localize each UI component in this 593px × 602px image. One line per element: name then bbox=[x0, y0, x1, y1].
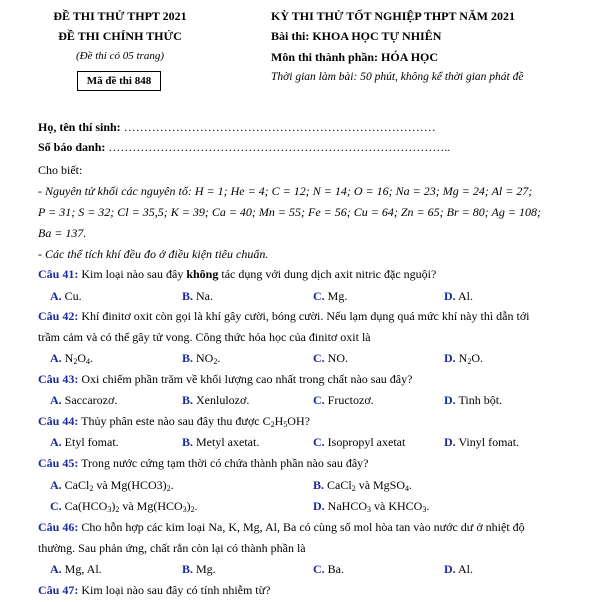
student-id-label: Số báo danh: bbox=[38, 140, 106, 154]
q41-option-c: C. Mg. bbox=[313, 289, 348, 303]
q45-option-a: A. CaCl$_2$ và $Mg(HCO3)_2$. bbox=[50, 478, 174, 493]
question-44 bbox=[38, 415, 310, 427]
question-42-line-2: trầm cảm và có thể gây tử vong. Công thức hóa học của đinitơ oxit là bbox=[38, 330, 371, 344]
exam-code-box: Mã đề thi 848 bbox=[77, 71, 161, 91]
subject-value: HÓA HỌC bbox=[381, 50, 439, 64]
question-46-number: Câu 46: bbox=[38, 520, 79, 534]
q44-option-a: A. Etyl fomat. bbox=[50, 435, 119, 449]
q43-option-c: C. Fructozơ. bbox=[313, 393, 374, 407]
right-exam-line bbox=[271, 30, 441, 42]
student-id-line bbox=[38, 141, 450, 153]
question-46-text-1: Cho hỗn hợp các kim loại Na, K, Mg, Al, Ba có cùng số mol hòa tan vào nước dư ở nhiệt độ bbox=[81, 520, 525, 534]
q43-option-b: B. Xenlulozơ. bbox=[182, 393, 250, 407]
right-subject-line bbox=[271, 51, 438, 63]
q44-option-b: B. Metyl axetat. bbox=[182, 435, 260, 449]
q46-option-c: C. Ba. bbox=[313, 562, 345, 576]
student-id-dots: ………………………………………………………………………….. bbox=[108, 140, 451, 154]
q42-option-a: A. $N_2O_4$. bbox=[50, 351, 94, 366]
exam-value: KHOA HỌC TỰ NHIÊN bbox=[312, 29, 442, 43]
question-43-number: Câu 43: bbox=[38, 372, 79, 386]
question-47-number: Câu 47: bbox=[38, 583, 79, 597]
question-42-line-1 bbox=[38, 310, 530, 322]
atomic-mass-line-3: Ba = 137. bbox=[38, 226, 87, 240]
q41-option-a: A. Cu. bbox=[50, 289, 82, 303]
q44-option-c: C. Isopropyl axetat bbox=[313, 435, 406, 449]
atomic-mass-line-2: P = 31; S = 32; Cl = 35,5; K = 39; Ca = 40; Mn = 55; Fe = 56; Cu = 64; Zn = 65; Br = 80; Ag = 108; bbox=[38, 205, 541, 219]
question-41 bbox=[38, 268, 436, 280]
question-41-text-b: tác dụng với dung dịch axit nitric đặc nguội? bbox=[221, 267, 437, 281]
q44-option-d: D. Vinyl fomat. bbox=[444, 435, 520, 449]
student-name-label: Họ, tên thí sinh: bbox=[38, 120, 121, 134]
q42-option-b: B. $NO_2$. bbox=[182, 351, 221, 366]
gas-volume-note: - Các thể tích khí đều đo ở điều kiện tiêu chuẩn. bbox=[38, 247, 269, 261]
question-46-line-2: thường. Sau phản ứng, chất rắn còn lại có thành phần là bbox=[38, 541, 306, 555]
atomic-mass-line-1: - Nguyên tử khối các nguyên tố: H = 1; He = 4; C = 12; N = 14; O = 16; Na = 23; Mg = 24; Al = 27; bbox=[38, 184, 533, 198]
question-41-text-a: Kim loại nào sau đây bbox=[81, 267, 184, 281]
left-title: ĐỀ THI THỬ THPT 2021 bbox=[53, 9, 187, 23]
right-title: KỲ THI THỬ TỐT NGHIỆP THPT NĂM 2021 bbox=[271, 9, 515, 23]
exam-label: Bài thi: bbox=[271, 29, 310, 43]
question-45-number: Câu 45: bbox=[38, 456, 79, 470]
question-42-number: Câu 42: bbox=[38, 309, 79, 323]
question-42-text-1: Khí đinitơ oxit còn gọi là khí gây cười, bóng cười. Nếu lạm dụng quá mức khí này thì dẫn tới bbox=[81, 309, 530, 323]
student-name-line bbox=[38, 121, 436, 133]
question-41-number: Câu 41: bbox=[38, 267, 79, 281]
left-pages-note: (Đề thi có 05 trang) bbox=[76, 50, 164, 62]
subject-label: Môn thi thành phần: bbox=[271, 50, 379, 64]
q46-option-d: D. Al. bbox=[444, 562, 474, 576]
question-41-text-bold: không bbox=[186, 267, 219, 281]
q46-option-a: A. Mg, Al. bbox=[50, 562, 102, 576]
right-time-note: Thời gian làm bài: 50 phút, không kể thời gian phát đề bbox=[271, 71, 524, 83]
q43-option-a: A. Saccarozơ. bbox=[50, 393, 118, 407]
q43-option-d: D. Tinh bột. bbox=[444, 393, 503, 407]
q45-option-b: B. CaCl$_2$ và MgSO$_4$. bbox=[313, 478, 413, 493]
q45-option-d: D. NaHCO$_3$ và $KHCO_3$. bbox=[313, 499, 430, 514]
question-45-text: Trong nước cứng tạm thời có chứa thành phần nào sau đây? bbox=[81, 456, 369, 470]
question-47 bbox=[38, 584, 270, 596]
question-44-number: Câu 44: bbox=[38, 414, 79, 428]
question-43-text: Oxi chiếm phần trăm về khối lượng cao nhất trong chất nào sau đây? bbox=[81, 372, 413, 386]
q41-option-b: B. Na. bbox=[182, 289, 214, 303]
question-46-line-1 bbox=[38, 521, 525, 533]
left-subtitle: ĐỀ THI CHÍNH THỨC bbox=[58, 29, 182, 43]
question-47-text: Kim loại nào sau đây có tính nhiễm từ? bbox=[81, 583, 271, 597]
student-name-dots: …………………………………………………………………… bbox=[123, 120, 436, 134]
q45-option-c: C. $Ca(HCO_3)_2$ và $Mg(HCO_3)_2$. bbox=[50, 499, 198, 514]
q42-option-c: C. NO. bbox=[313, 351, 349, 365]
q42-option-d: D. $N_2O$. bbox=[444, 351, 484, 366]
q46-option-b: B. Mg. bbox=[182, 562, 216, 576]
question-44-text: Thủy phân este nào sau đây thu được $C_2H_5OH$? bbox=[81, 414, 310, 429]
given-heading: Cho biết: bbox=[38, 163, 83, 177]
question-43 bbox=[38, 373, 412, 385]
q41-option-d: D. Al. bbox=[444, 289, 474, 303]
question-45 bbox=[38, 457, 369, 469]
